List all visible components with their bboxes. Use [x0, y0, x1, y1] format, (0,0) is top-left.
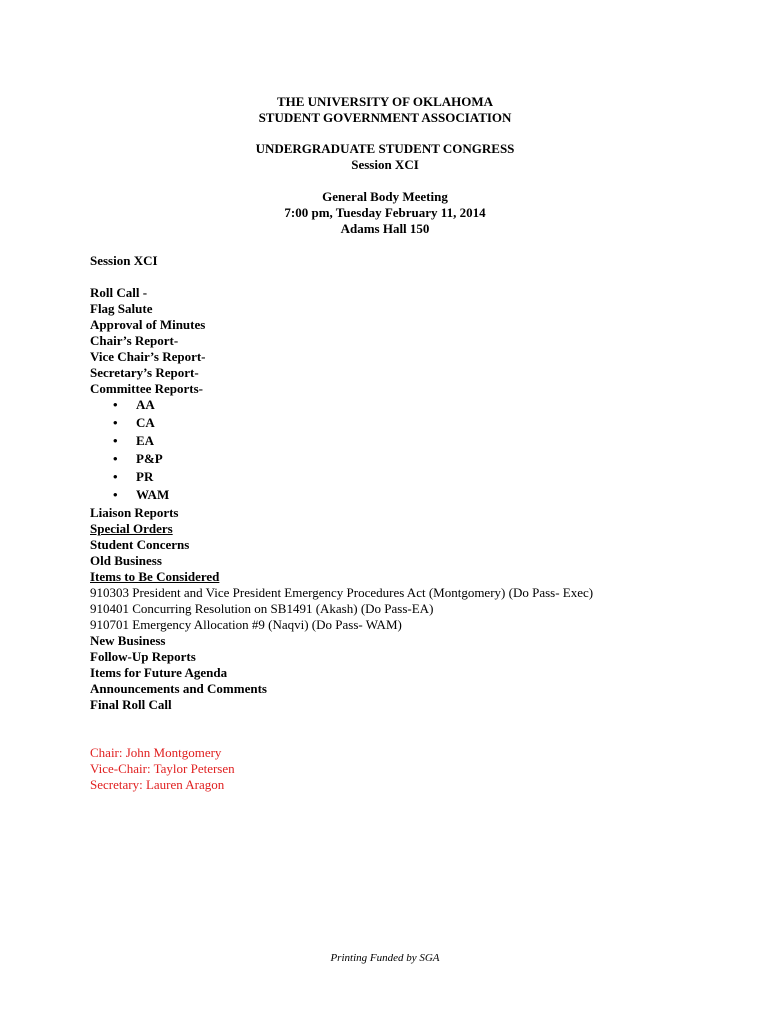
agenda-follow-up: Follow-Up Reports [90, 649, 196, 664]
agenda-final-roll-call: Final Roll Call [90, 697, 172, 712]
agenda-committee-reports: Committee Reports- [90, 381, 203, 396]
agenda-chair-report: Chair’s Report- [90, 333, 179, 348]
header-congress [0, 141, 770, 173]
bullet-icon: • [113, 415, 118, 430]
officers-list [90, 745, 235, 793]
officer-chair: Chair: John Montgomery [90, 745, 222, 760]
agenda-approval-minutes: Approval of Minutes [90, 317, 206, 332]
list-item: • AA [113, 397, 155, 412]
agenda-new-business: New Business [90, 633, 166, 648]
agenda-flag-salute: Flag Salute [90, 301, 153, 316]
meeting-title: General Body Meeting [322, 189, 448, 204]
agenda-item: 910303 President and Vice President Emergency Procedures Act (Montgomery) (Do Pass- Exec) [90, 585, 594, 600]
agenda-roll-call: Roll Call - [90, 285, 148, 300]
association-title: STUDENT GOVERNMENT ASSOCIATION [258, 110, 512, 125]
list-item: • P&P [113, 451, 163, 466]
committee-list [90, 397, 710, 505]
agenda-student-concerns: Student Concerns [90, 537, 190, 552]
bullet-icon: • [113, 433, 118, 448]
officer-secretary: Secretary: Lauren Aragon [90, 777, 225, 792]
list-item: • EA [113, 433, 155, 448]
footer-note: Printing Funded by SGA [330, 952, 440, 964]
list-item: • PR [113, 469, 154, 484]
agenda [90, 253, 710, 713]
agenda-item: 910701 Emergency Allocation #9 (Naqvi) (Do Pass- WAM) [90, 617, 402, 632]
agenda-special-orders: Special Orders [90, 521, 173, 536]
bullet-icon: • [113, 397, 118, 412]
bullet-icon: • [113, 451, 118, 466]
bullet-icon: • [113, 487, 118, 502]
university-title: THE UNIVERSITY OF OKLAHOMA [276, 94, 494, 109]
agenda-item: 910401 Concurring Resolution on SB1491 (Akash) (Do Pass-EA) [90, 601, 434, 616]
agenda-vice-chair-report: Vice Chair’s Report- [90, 349, 206, 364]
header-meeting [0, 189, 770, 237]
list-item: • CA [113, 415, 155, 430]
congress-title: UNDERGRADUATE STUDENT CONGRESS [255, 141, 515, 156]
meeting-location: Adams Hall 150 [340, 221, 430, 236]
agenda-items-considered: Items to Be Considered [90, 569, 220, 584]
session-title: Session XCI [351, 157, 419, 172]
agenda-future-agenda: Items for Future Agenda [90, 665, 228, 680]
agenda-old-business: Old Business [90, 553, 162, 568]
agenda-liaison-reports: Liaison Reports [90, 505, 179, 520]
header-institution [0, 94, 770, 126]
officer-vice-chair: Vice-Chair: Taylor Petersen [90, 761, 235, 776]
agenda-session: Session XCI [90, 253, 158, 268]
agenda-secretary-report: Secretary’s Report- [90, 365, 199, 380]
meeting-datetime: 7:00 pm, Tuesday February 11, 2014 [284, 205, 486, 220]
bullet-icon: • [113, 469, 118, 484]
agenda-announcements: Announcements and Comments [90, 681, 267, 696]
list-item: • WAM [113, 487, 170, 502]
